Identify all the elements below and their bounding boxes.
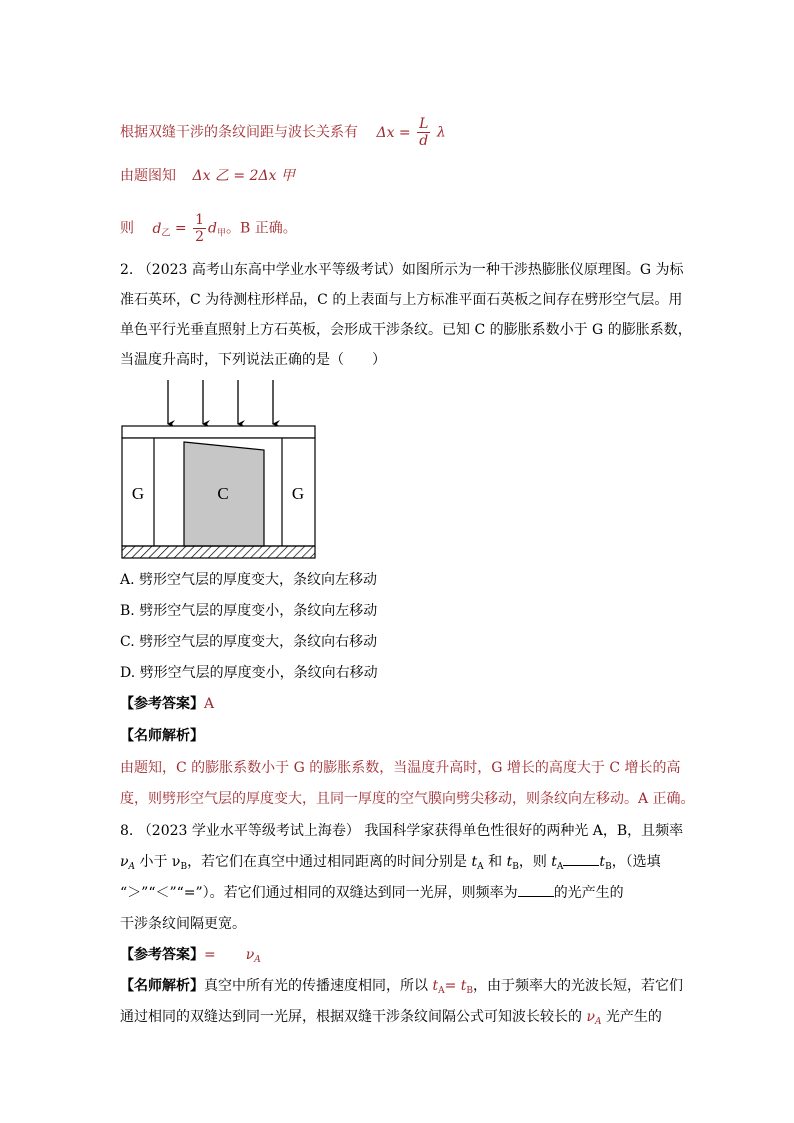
label-g-right: G	[291, 484, 305, 503]
q2-stem-line-1: 2. （2023 高考山东高中学业水平等级考试）如图所示为一种干涉热膨胀仪原理图。G 为标	[120, 262, 684, 278]
q2-answer	[120, 694, 214, 714]
t-symbol: t	[506, 854, 513, 870]
q8-analysis-line-1	[120, 976, 683, 1001]
text-segment: “＞”“＜”“=”）。若它们通过相同的双缝达到同一光屏，则频率为	[120, 885, 518, 901]
thermal-expansion-diagram	[118, 376, 322, 562]
t-subscript: A	[438, 986, 445, 996]
nu-symbol: ν	[120, 854, 129, 870]
conclusion-text: 。B 正确。	[225, 220, 297, 237]
fraction-numerator: 1	[195, 212, 204, 228]
nu-subscript: A	[254, 955, 261, 965]
answer-label: 【参考答案】	[120, 947, 204, 963]
t-subscript: A	[477, 862, 484, 872]
answer-value-2: ν	[245, 947, 255, 963]
fraction-numerator: L	[419, 116, 429, 132]
fraction-denominator: 2	[195, 229, 204, 245]
fraction-denominator: d	[419, 133, 429, 149]
q2-analysis-line-1: 由题知，C 的膨胀系数小于 G 的膨胀系数，当温度升高时，G 增长的高度大于 C 增长的高	[120, 760, 681, 776]
t-symbol: t	[432, 978, 439, 994]
option-a: A. 劈形空气层的厚度变大，条纹向左移动	[120, 572, 378, 588]
q2-stem-line-3: 单色平行光垂直照射上方石英板，会形成干涉条纹。已知 C 的膨胀系数小于 G 的膨胀系数，	[120, 322, 692, 338]
t-symbol: t	[460, 978, 467, 994]
equals-sign: =	[174, 220, 187, 237]
hatched-base	[122, 546, 315, 558]
q8-stem-line-1: 8. （2023 学业水平等级考试上海卷） 我国科学家获得单色性很好的两种光 A，B，且频率	[120, 823, 684, 839]
answer-label: 【参考答案】	[120, 696, 204, 712]
fraction-L-over-d	[417, 116, 430, 149]
q8-stem-line-2	[120, 852, 661, 877]
delta-x-symbol: Δx =	[376, 124, 411, 141]
analysis-label: 【名师解析】	[120, 978, 204, 994]
formula-intro-text: 根据双缝干涉的条纹间距与波长关系有	[120, 124, 358, 141]
text-segment: ，若它们在真空中通过相同距离的时间分别是	[187, 854, 472, 870]
then-text: 则	[120, 220, 134, 237]
d-symbol: d	[208, 220, 217, 237]
formula-line-1	[120, 116, 446, 149]
text-segment: 真空中所有光的传播速度相同，所以	[204, 978, 433, 994]
text-segment: 和	[483, 854, 507, 870]
q8-stem-line-3	[120, 883, 624, 903]
answer-blank-2[interactable]	[518, 884, 554, 897]
top-quartz-plate	[122, 426, 315, 438]
t-subscript: A	[556, 862, 564, 872]
fraction-one-half	[193, 212, 206, 245]
answer-value: A	[204, 696, 215, 712]
nu-subscript: A	[128, 862, 136, 872]
formula-line-3	[120, 212, 297, 245]
given-text: 由题图知	[120, 168, 176, 184]
equals-sign: =	[444, 978, 461, 994]
t-symbol: t	[471, 854, 478, 870]
t-symbol: t	[551, 854, 557, 870]
text-segment: 光产生的	[601, 1009, 662, 1025]
nu-subscript: A	[594, 1017, 602, 1027]
answer-value-1: =	[204, 947, 216, 963]
incident-light-arrows	[168, 380, 273, 424]
text-segment: ，由于频率大的光波长短，若它们	[473, 978, 684, 994]
d-subscript: 乙	[161, 228, 171, 239]
t-symbol: t	[599, 854, 606, 870]
option-c: C. 劈形空气层的厚度变大，条纹向右移动	[120, 634, 378, 650]
q2-analysis-label: 【名师解析】	[120, 728, 204, 744]
nu-symbol: ν	[586, 1009, 595, 1025]
text-segment: 的光产生的	[553, 885, 624, 901]
delta-x-relation: Δx 乙 = 2Δx 甲	[192, 168, 295, 184]
answer-blank-1[interactable]	[563, 853, 599, 866]
label-g-left: G	[131, 484, 145, 503]
q2-stem-line-4: 当温度升高时，下列说法正确的是（ ）	[120, 352, 386, 368]
label-c: C	[217, 484, 229, 503]
q8-answer	[120, 945, 261, 970]
t-subscript: B	[466, 986, 474, 996]
q8-stem-line-4: 干涉条纹间隔更宽。	[120, 916, 246, 932]
q8-analysis-line-2	[120, 1007, 662, 1032]
d-symbol: d	[152, 220, 162, 237]
text-segment: ，（选填	[611, 854, 661, 870]
q2-analysis-line-2: 度，则劈形空气层的厚度变大，且同一厚度的空气膜向劈尖移动，则条纹向左移动。A 正确。	[120, 791, 695, 807]
formula-line-2	[120, 166, 295, 186]
t-subscript: B	[512, 862, 519, 872]
q2-stem-line-2: 准石英环，C 为待测柱形样品，C 的上表面与上方标准平面石英板之间存在劈形空气层。用	[120, 292, 683, 308]
lambda-symbol: λ	[436, 124, 446, 141]
d-subscript: 甲	[216, 228, 226, 239]
option-d: D. 劈形空气层的厚度变小，条纹向右移动	[120, 665, 378, 681]
text-segment: 小于 ν	[135, 854, 181, 870]
nu-subscript: B	[180, 862, 188, 872]
t-subscript: B	[605, 862, 612, 872]
option-b: B. 劈形空气层的厚度变小，条纹向左移动	[120, 603, 378, 619]
text-segment: 通过相同的双缝达到同一光屏，根据双缝干涉条纹间隔公式可知波长较长的	[120, 1009, 587, 1025]
text-segment: ，则	[518, 854, 552, 870]
